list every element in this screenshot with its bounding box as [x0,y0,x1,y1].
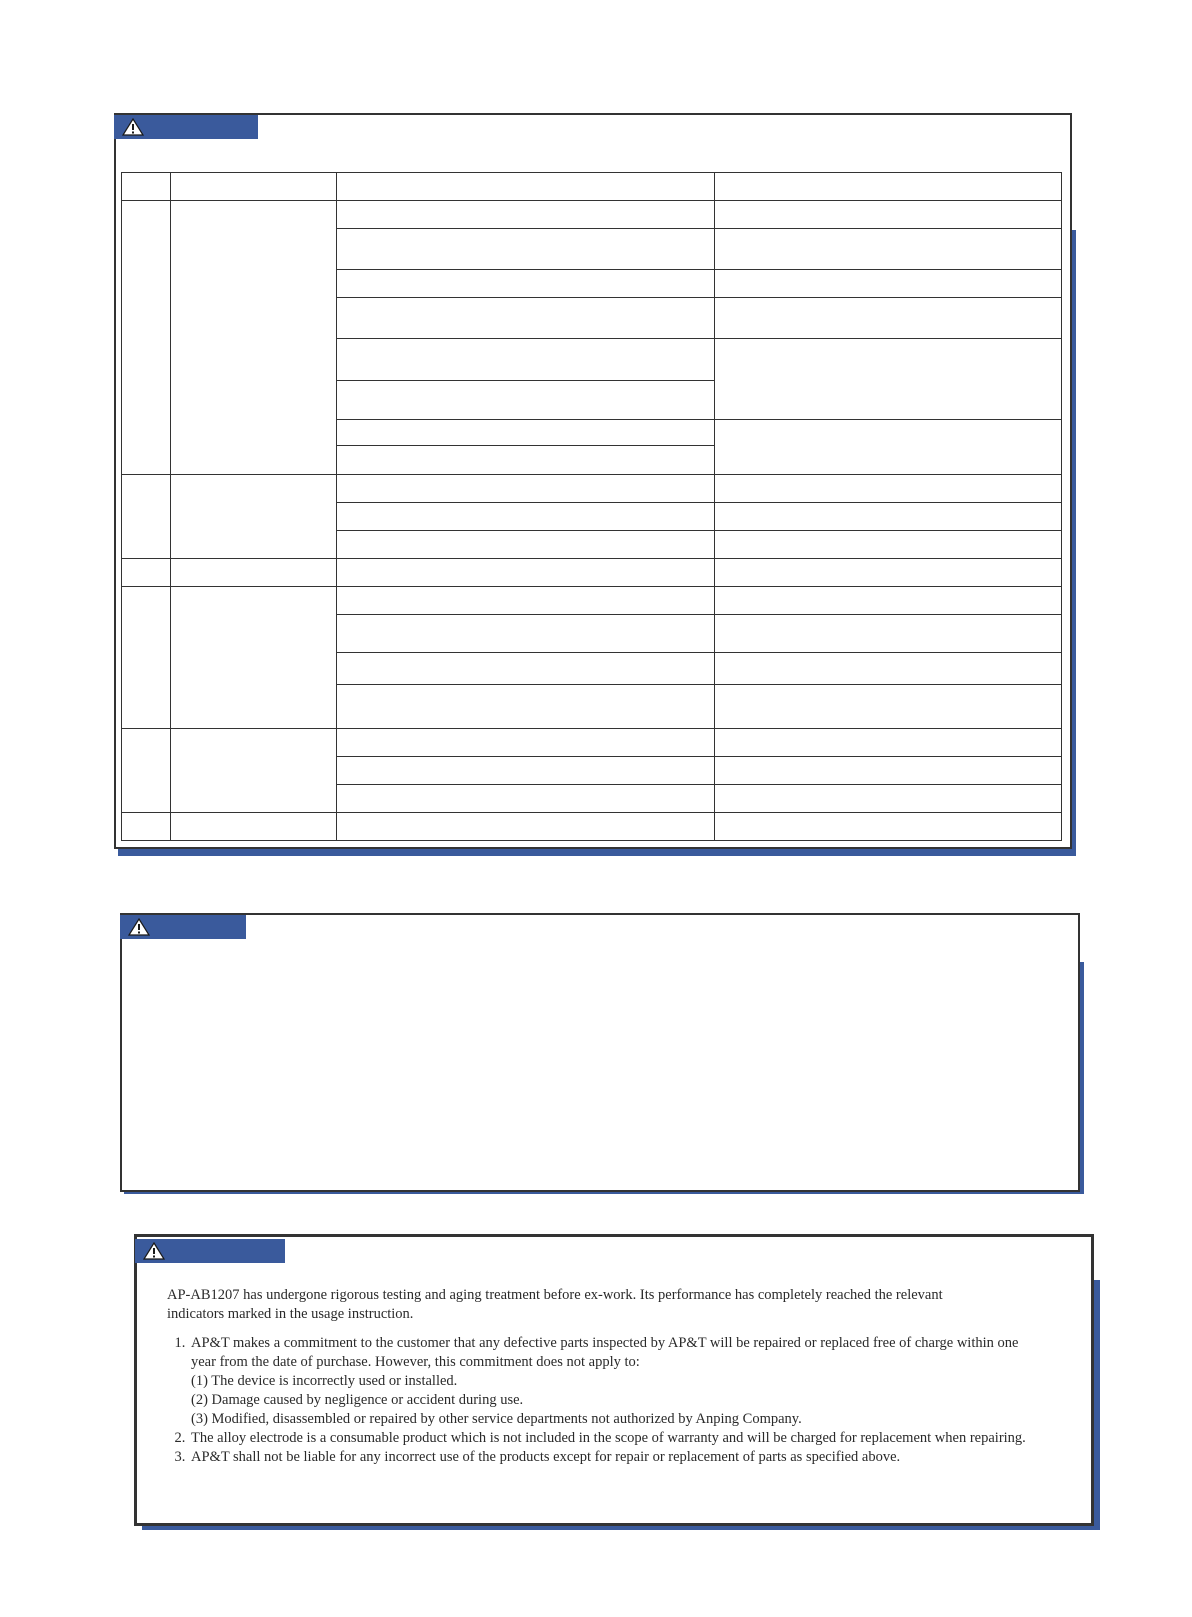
warning-triangle-icon [122,118,144,136]
table-cell [171,587,337,729]
table-cell [122,201,171,475]
table-cell [337,757,715,785]
table-cell [122,587,171,729]
table-cell [715,757,1062,785]
table-cell [171,729,337,813]
table-cell [337,339,715,381]
table-cell [337,298,715,339]
table-cell [715,229,1062,270]
table-cell [122,475,171,559]
troubleshooting-panel [114,113,1072,849]
table-cell [715,813,1062,841]
panel-3-header-tab [135,1239,285,1263]
list-item [189,1448,1047,1467]
table-cell [715,729,1062,757]
list-item [189,1429,1047,1448]
table-cell [337,531,715,559]
table-cell [337,503,715,531]
table-cell [337,270,715,298]
table-cell [171,813,337,841]
table-cell [171,201,337,475]
table-row [122,587,1062,615]
table-cell [715,173,1062,201]
table-cell [337,173,715,201]
table-cell [715,339,1062,420]
list-item [189,1334,1047,1429]
table-cell [171,559,337,587]
table-cell [122,813,171,841]
table-cell [715,201,1062,229]
table-row [122,729,1062,757]
warranty-sub-item: (3) Modified, disassembled or repaired by other service departments not authorized by Anping Company. [191,1411,802,1427]
table-row [122,559,1062,587]
panel-1-header-tab [114,115,258,139]
table-cell [715,475,1062,503]
warranty-sub-item: (1) The device is incorrectly used or installed. [191,1373,458,1389]
warranty-list [167,1334,1047,1467]
table-cell [337,559,715,587]
table-cell [337,813,715,841]
warranty-sub-item: (2) Damage caused by negligence or accident during use. [191,1392,524,1408]
table-cell [337,587,715,615]
table-cell [337,785,715,813]
panel-2-header-tab [120,915,246,939]
table-cell [715,298,1062,339]
warranty-intro: AP-AB1207 has undergone rigorous testing and aging treatment before ex-work. Its performance has completely reached the relevant indicators marked in the usage instruction. [167,1287,943,1322]
table-row [122,475,1062,503]
table-cell [337,201,715,229]
warranty-item-text: AP&T makes a commitment to the customer that any defective parts inspected by AP&T will be repaired or replaced free of charge within one year from the date of purchase. However, this commitment does not apply to: [191,1335,1019,1370]
warranty-text [167,1286,1047,1467]
table-cell [337,475,715,503]
table-cell [715,587,1062,615]
warning-triangle-icon [143,1242,165,1260]
table-cell [337,229,715,270]
table-cell [715,685,1062,729]
table-row [122,813,1062,841]
table-cell [171,173,337,201]
table-cell [715,615,1062,653]
table-cell [715,531,1062,559]
table-cell [171,475,337,559]
table-cell [122,729,171,813]
table-cell [122,173,171,201]
table-cell [337,729,715,757]
warranty-item-text: AP&T shall not be liable for any incorrect use of the products except for repair or replacement of parts as specified above. [191,1449,901,1465]
table-cell [715,653,1062,685]
table-cell [337,381,715,420]
table-row [122,173,1062,201]
warning-triangle-icon [128,918,150,936]
table-cell [715,503,1062,531]
table-cell [337,653,715,685]
table-cell [715,559,1062,587]
table-cell [122,559,171,587]
notice-panel [120,913,1080,1192]
table-cell [337,420,715,446]
troubleshooting-table [121,172,1062,841]
warranty-item-text: The alloy electrode is a consumable product which is not included in the scope of warranty and will be charged for replacement when repairing. [191,1430,1026,1446]
table-cell [337,615,715,653]
table-cell [715,420,1062,475]
warranty-panel [134,1234,1094,1526]
table-row [122,201,1062,229]
table-cell [715,270,1062,298]
table-cell [337,446,715,475]
table-cell [715,785,1062,813]
table-cell [337,685,715,729]
